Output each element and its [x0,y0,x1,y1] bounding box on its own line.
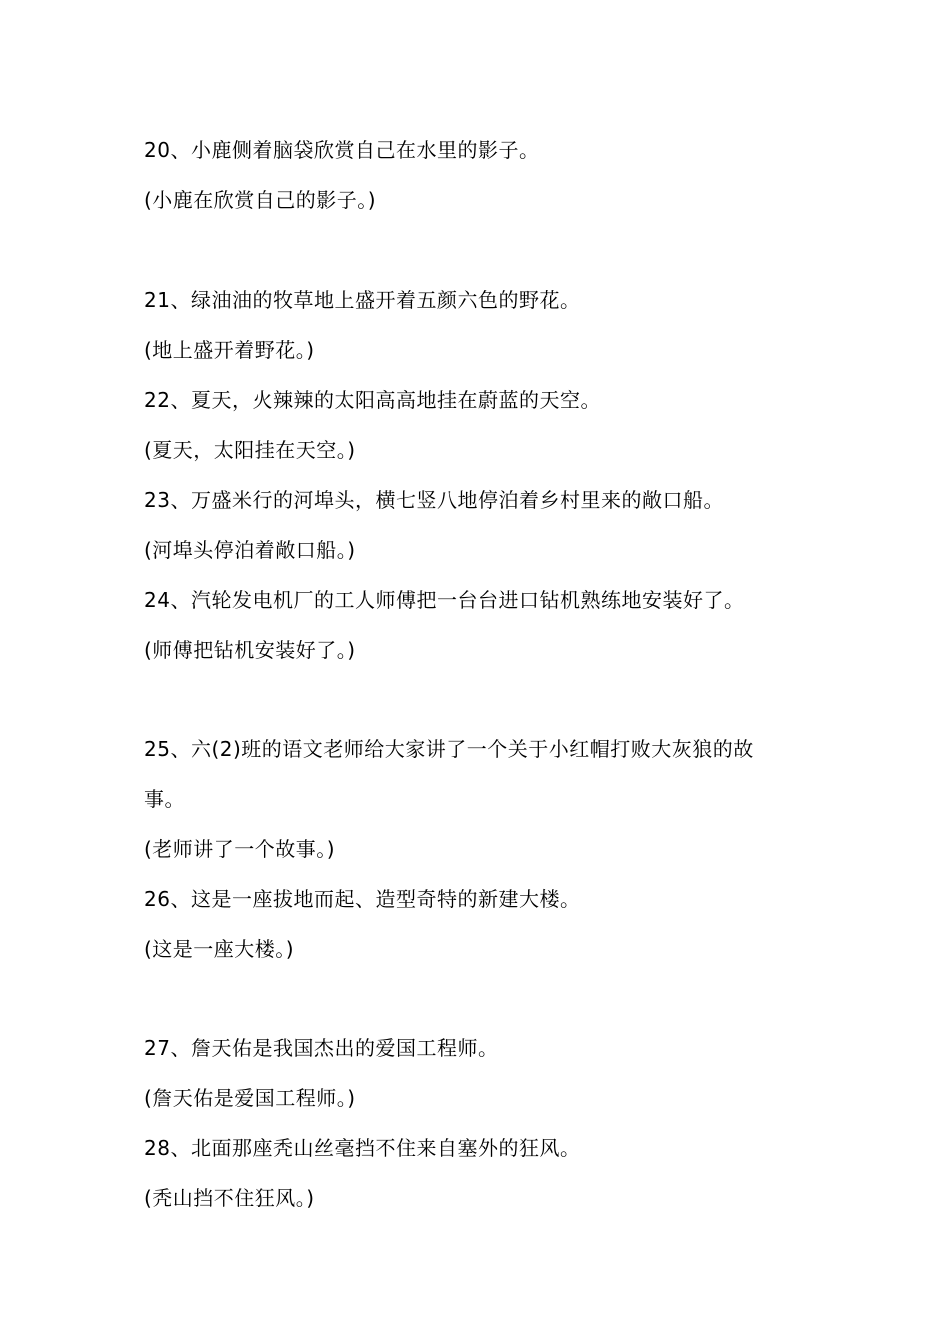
answer-24: (师傅把钻机安装好了。) [144,638,356,662]
sentence-24: 24、汽轮发电机厂的工人师傅把一台台进口钻机熟练地安装好了。 [144,588,745,612]
sentence-25-line2: 事。 [144,787,185,811]
answer-20: (小鹿在欣赏自己的影子。) [144,188,377,212]
answer-25: (老师讲了一个故事。) [144,837,336,861]
answer-28: (秃山挡不住狂风。) [144,1186,315,1210]
sentence-20: 20、小鹿侧着脑袋欣赏自己在水里的影子。 [144,138,540,162]
answer-27: (詹天佑是爱国工程师。) [144,1086,356,1110]
answer-26: (这是一座大楼。) [144,937,295,961]
answer-23: (河埠头停泊着敞口船。) [144,538,356,562]
sentence-26: 26、这是一座拔地而起、造型奇特的新建大楼。 [144,887,581,911]
answer-21: (地上盛开着野花。) [144,338,315,362]
sentence-22: 22、夏天，火辣辣的太阳高高地挂在蔚蓝的天空。 [144,388,601,412]
sentence-21: 21、绿油油的牧草地上盛开着五颜六色的野花。 [144,288,581,312]
sentence-28: 28、北面那座秃山丝毫挡不住来自塞外的狂风。 [144,1136,581,1160]
sentence-23: 23、万盛米行的河埠头，横七竖八地停泊着乡村里来的敞口船。 [144,488,724,512]
answer-22: (夏天，太阳挂在天空。) [144,438,356,462]
sentence-27: 27、詹天佑是我国杰出的爱国工程师。 [144,1036,499,1060]
sentence-25-line1: 25、六(2)班的语文老师给大家讲了一个关于小红帽打败大灰狼的故 [144,737,754,761]
